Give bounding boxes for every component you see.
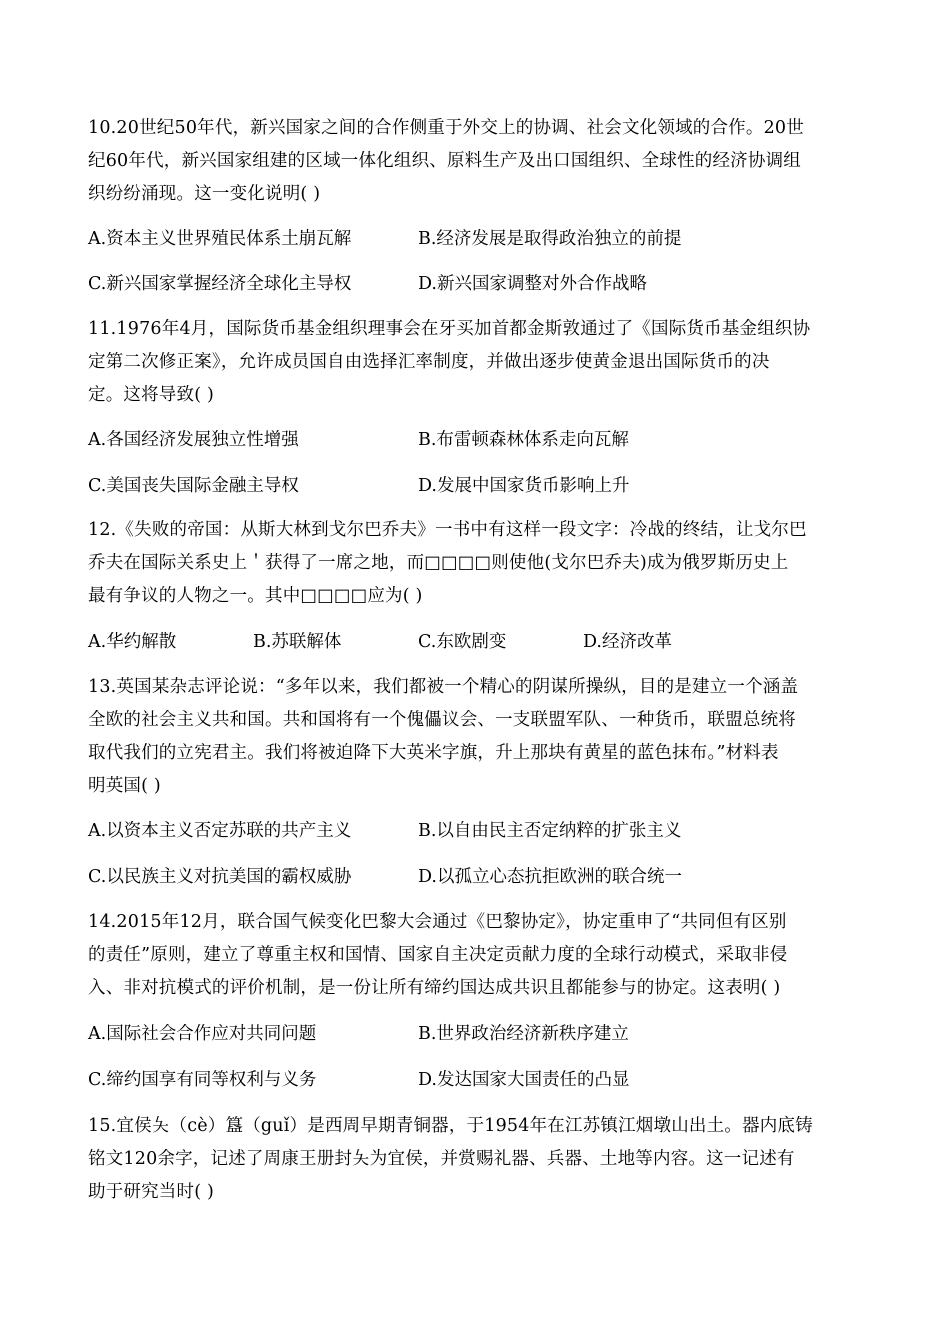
- question-10-options-row-1: [88, 224, 868, 254]
- option-d[interactable]: D.新兴国家调整对外合作战略: [418, 274, 647, 294]
- stem-line: 10.20世纪50年代，新兴国家之间的合作侧重于外交上的协调、社会文化领域的合作。20世: [88, 118, 804, 138]
- stem-line: 全欧的社会主义共和国。共和国将有一个傀儡议会、一支联盟军队、一种货币，联盟总统将: [88, 710, 796, 730]
- option-c[interactable]: C.新兴国家掌握经济全球化主导权: [88, 274, 352, 294]
- option-d[interactable]: D.以孤立心态抗拒欧洲的联合统一: [418, 867, 682, 887]
- option-c[interactable]: C.美国丧失国际金融主导权: [88, 476, 299, 496]
- option-c[interactable]: C.东欧剧变: [418, 632, 507, 652]
- option-d[interactable]: D.发达国家大国责任的凸显: [418, 1070, 630, 1090]
- stem-line: 入、非对抗模式的评价机制，是一份让所有缔约国达成共识且都能参与的协定。这表明( ): [88, 978, 781, 998]
- stem-line: 明英国( ): [88, 776, 161, 796]
- stem-line: 取代我们的立宪君主。我们将被迫降下大英米字旗，升上那块有黄星的蓝色抹布。”材料表: [88, 743, 779, 763]
- option-b[interactable]: B.世界政治经济新秩序建立: [418, 1024, 629, 1044]
- stem-line: 助于研究当时( ): [88, 1182, 215, 1202]
- option-b[interactable]: B.经济发展是取得政治独立的前提: [418, 229, 682, 249]
- stem-line: 11.1976年4月，国际货币基金组织理事会在牙买加首都金斯敦通过了《国际货币基金组织协: [88, 319, 811, 339]
- question-13-options-row-1: [88, 816, 868, 846]
- option-a[interactable]: A.以资本主义否定苏联的共产主义: [88, 821, 352, 841]
- option-a[interactable]: A.华约解散: [88, 632, 177, 652]
- option-d[interactable]: D.发展中国家货币影响上升: [418, 476, 630, 496]
- question-13-stem: [88, 671, 868, 803]
- option-a[interactable]: A.各国经济发展独立性增强: [88, 430, 299, 450]
- option-a[interactable]: A.资本主义世界殖民体系土崩瓦解: [88, 229, 352, 249]
- stem-line: 纪60年代，新兴国家组建的区域一体化组织、原料生产及出口国组织、全球性的经济协调组: [88, 151, 801, 171]
- question-11-stem: [88, 313, 868, 412]
- question-14-options-row-2: [88, 1065, 868, 1095]
- stem-line: 定第二次修正案》，允许成员国自由选择汇率制度，并做出逐步使黄金退出国际货币的决: [88, 352, 770, 372]
- stem-line: 13.英国某杂志评论说：“多年以来，我们都被一个精心的阴谋所操纵，目的是建立一个涵盖: [88, 677, 799, 697]
- option-c[interactable]: C.以民族主义对抗美国的霸权威胁: [88, 867, 352, 887]
- question-14-options-row-1: [88, 1019, 868, 1049]
- stem-line: 定。这将导致( ): [88, 385, 215, 405]
- option-d[interactable]: D.经济改革: [583, 632, 672, 652]
- question-10-stem: [88, 112, 868, 211]
- option-a[interactable]: A.国际社会合作应对共同问题: [88, 1024, 317, 1044]
- stem-line: 的责任”原则，建立了尊重主权和国情、国家自主决定贡献力度的全球行动模式，采取非侵: [88, 945, 788, 965]
- question-14-stem: [88, 906, 868, 1005]
- question-13-options-row-2: [88, 862, 868, 892]
- stem-line: 最有争议的人物之一。其中□□□□应为( ): [88, 586, 423, 606]
- question-11-options-row-1: [88, 425, 868, 455]
- question-12-options-row: [88, 627, 868, 657]
- option-c[interactable]: C.缔约国享有同等权利与义务: [88, 1070, 317, 1090]
- stem-line: 15.宜侯夨（cè）簋（guǐ）是西周早期青铜器，于1954年在江苏镇江烟墩山出土。器内底铸: [88, 1116, 813, 1136]
- question-11-options-row-2: [88, 471, 868, 501]
- stem-line: 铭文120余字，记述了周康王册封夨为宜侯，并赏赐礼器、兵器、土地等内容。这一记述有: [88, 1149, 795, 1169]
- question-12-stem: [88, 514, 868, 613]
- question-15-stem: [88, 1110, 868, 1209]
- option-b[interactable]: B.布雷顿森林体系走向瓦解: [418, 430, 629, 450]
- stem-line: 乔夫在国际关系史上＇获得了一席之地，而□□□□则使他(戈尔巴乔夫)成为俄罗斯历史上: [88, 553, 789, 573]
- stem-line: 织纷纷涌现。这一变化说明( ): [88, 184, 321, 204]
- option-b[interactable]: B.以自由民主否定纳粹的扩张主义: [418, 821, 682, 841]
- option-b[interactable]: B.苏联解体: [253, 632, 342, 652]
- stem-line: 12.《失败的帝国：从斯大林到戈尔巴乔夫》一书中有这样一段文字：冷战的终结，让戈尔巴: [88, 520, 807, 540]
- stem-line: 14.2015年12月，联合国气候变化巴黎大会通过《巴黎协定》，协定重申了“共同但有区别: [88, 912, 787, 932]
- question-10-options-row-2: [88, 269, 868, 299]
